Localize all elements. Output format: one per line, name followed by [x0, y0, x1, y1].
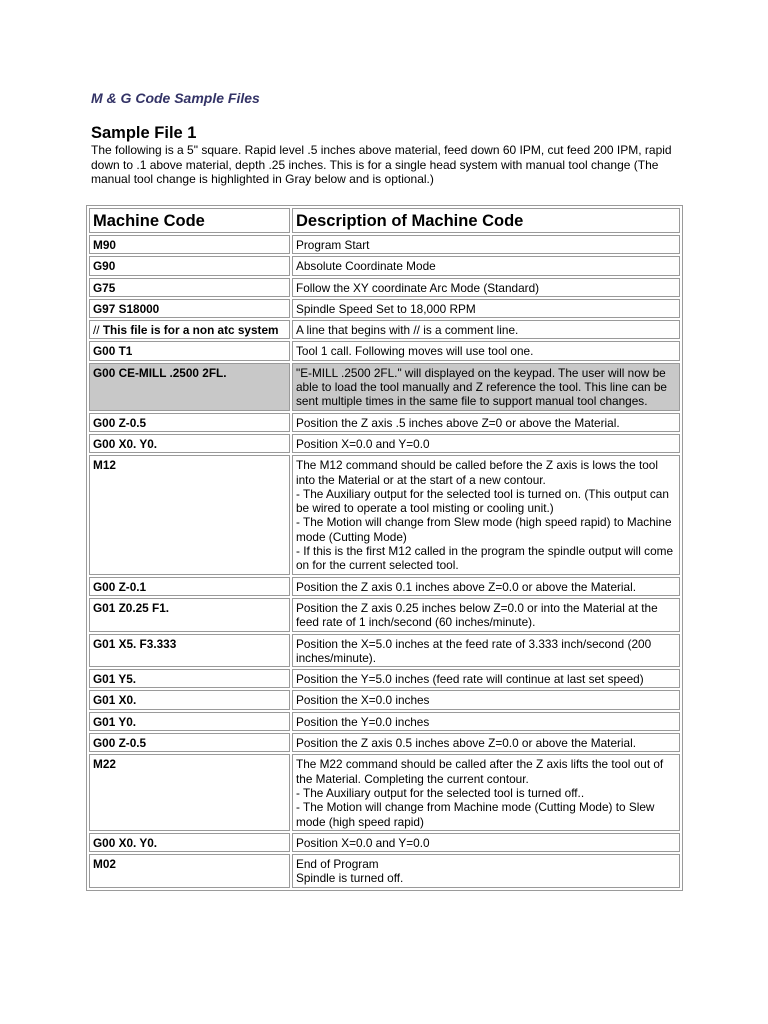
description-cell: Position the Y=5.0 inches (feed rate will continue at last set speed) — [292, 669, 680, 688]
description-cell: Position the Z axis 0.5 inches above Z=0.0 or above the Material. — [292, 733, 680, 752]
table-row — [89, 256, 680, 275]
code-cell — [89, 320, 290, 339]
description-cell — [292, 754, 680, 830]
description-line: The M22 command should be called after the Z axis lifts the tool out of the Material. Completing the current contour. — [296, 757, 664, 786]
comment-text: This file is for a non atc system — [102, 323, 279, 338]
code-cell: G00 T1 — [89, 341, 290, 360]
machine-code-table — [86, 205, 683, 891]
header-description: Description of Machine Code — [292, 208, 680, 233]
description-cell — [292, 854, 680, 888]
description-cell: Tool 1 call. Following moves will use tool one. — [292, 341, 680, 360]
table-row — [89, 413, 680, 432]
description-cell: Position the Z axis 0.1 inches above Z=0.0 or above the Material. — [292, 577, 680, 596]
code-cell: G00 Z-0.5 — [89, 733, 290, 752]
table-header-row — [89, 208, 680, 233]
table-row — [89, 235, 680, 254]
code-cell: G75 — [89, 278, 290, 297]
description-line: - The Motion will change from Slew mode (high speed rapid) to Machine mode (Cutting Mode) — [296, 515, 672, 544]
description-line: - If this is the first M12 called in the program the spindle output will come on for the current selected tool. — [296, 544, 674, 573]
table-row — [89, 299, 680, 318]
table-row — [89, 634, 680, 668]
code-cell: G01 X0. — [89, 690, 290, 709]
code-cell: M22 — [89, 754, 290, 830]
code-cell: G00 X0. Y0. — [89, 833, 290, 852]
description-cell: Position X=0.0 and Y=0.0 — [292, 833, 680, 852]
table-row — [89, 690, 680, 709]
code-cell: G01 X5. F3.333 — [89, 634, 290, 668]
table-row — [89, 712, 680, 731]
description-line: Spindle is turned off. — [296, 871, 404, 886]
description-cell: Position the Z axis .5 inches above Z=0 or above the Material. — [292, 413, 680, 432]
table-row — [89, 598, 680, 632]
code-cell: G01 Y5. — [89, 669, 290, 688]
description-cell: A line that begins with // is a comment line. — [292, 320, 680, 339]
table-row — [89, 833, 680, 852]
description-cell: Position the X=5.0 inches at the feed rate of 3.333 inch/second (200 inches/minute). — [292, 634, 680, 668]
code-cell: G00 X0. Y0. — [89, 434, 290, 453]
description-cell: Position the Z axis 0.25 inches below Z=0.0 or into the Material at the feed rate of 1 inch/second (60 inches/minute). — [292, 598, 680, 632]
code-cell: G01 Z0.25 F1. — [89, 598, 290, 632]
description-line: - The Auxiliary output for the selected tool is turned on. (This output can be wired to operate a tool misting or cooling unit.) — [296, 486, 669, 516]
table-row — [89, 669, 680, 688]
header-machine-code: Machine Code — [89, 208, 290, 233]
code-cell: G00 CE-MILL .2500 2FL. — [89, 363, 290, 411]
table-row — [89, 577, 680, 596]
description-cell — [292, 455, 680, 574]
code-cell: G00 Z-0.5 — [89, 413, 290, 432]
description-cell: Follow the XY coordinate Arc Mode (Standard) — [292, 278, 680, 297]
intro-paragraph: The following is a 5" square. Rapid level .5 inches above material, feed down 60 IPM, cut feed 200 IPM, rapid down to .1 above material, depth .25 inches. This is for a single head system with manual tool change (The manual tool change is highlighted in Gray below and is optional.) — [91, 143, 672, 186]
description-cell: Absolute Coordinate Mode — [292, 256, 680, 275]
table-row — [89, 733, 680, 752]
description-cell: Spindle Speed Set to 18,000 RPM — [292, 299, 680, 318]
table-row — [89, 341, 680, 360]
description-line: - The Motion will change from Machine mode (Cutting Mode) to Slew mode (high speed rapid) — [296, 800, 655, 829]
description-cell: Position X=0.0 and Y=0.0 — [292, 434, 680, 453]
table-row — [89, 278, 680, 297]
table-row — [89, 320, 680, 339]
description-cell: Program Start — [292, 235, 680, 254]
code-cell: M90 — [89, 235, 290, 254]
table-row — [89, 455, 680, 574]
page-header: M & G Code Sample Files — [91, 90, 260, 106]
table-row — [89, 854, 680, 888]
code-cell: G97 S18000 — [89, 299, 290, 318]
code-cell: G01 Y0. — [89, 712, 290, 731]
table-row — [89, 434, 680, 453]
code-cell: G90 — [89, 256, 290, 275]
code-cell: M02 — [89, 854, 290, 888]
description-line: - The Auxiliary output for the selected tool is turned off.. — [296, 785, 585, 800]
description-cell: Position the X=0.0 inches — [292, 690, 680, 709]
description-line: End of Program — [296, 857, 379, 872]
description-line: The M12 command should be called before the Z axis is lows the tool into the Material or at the start of a new contour. — [296, 458, 658, 487]
section-title: Sample File 1 — [91, 124, 197, 142]
description-cell: "E-MILL .2500 2FL." will displayed on the keypad. The user will now be able to load the tool manually and Z reference the tool. This line can be sent multiple times in the same file to support manual tool changes. — [292, 363, 680, 411]
comment-prefix: // — [93, 323, 103, 338]
description-cell: Position the Y=0.0 inches — [292, 712, 680, 731]
table-row-highlighted — [89, 363, 680, 411]
code-cell: M12 — [89, 455, 290, 574]
code-cell: G00 Z-0.1 — [89, 577, 290, 596]
table-row — [89, 754, 680, 830]
